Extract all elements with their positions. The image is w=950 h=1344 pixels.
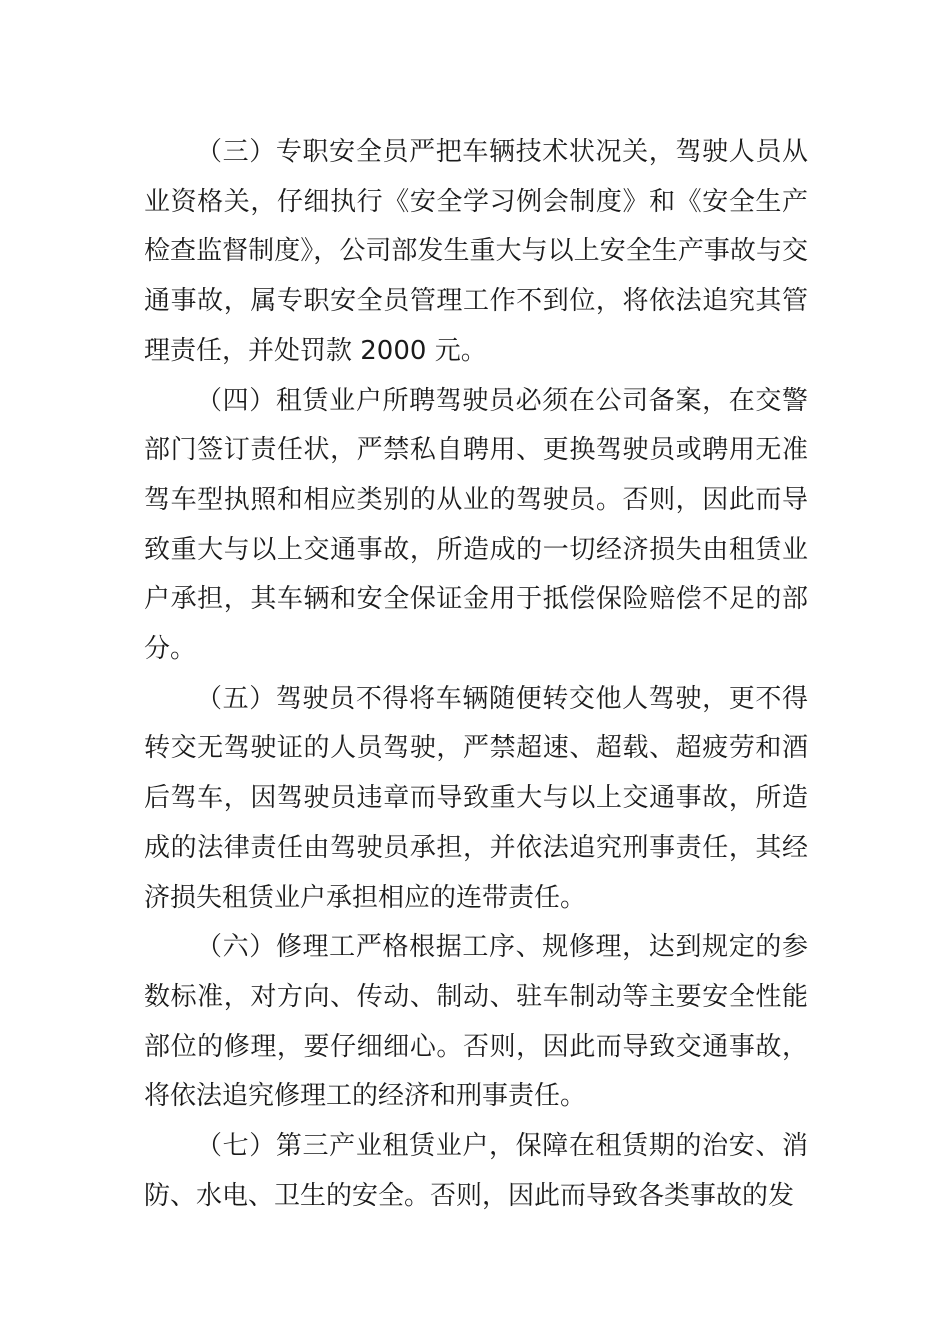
paragraph-4: （四）租赁业户所聘驾驶员必须在公司备案，在交警部门签订责任状，严禁私自聘用、更换驾驶员或聘用无准驾车型执照和相应类别的从业的驾驶员。否则，因此而导致重大与以上交通事故，所造成的一切经济损失由租赁业户承担，其车辆和安全保证金用于抵偿保险赔偿不足的部分。 — [144, 385, 808, 665]
paragraph-6: （六）修理工严格根据工序、规修理，达到规定的参数标准，对方向、传动、制动、驻车制动等主要安全性能部位的修理，要仔细细心。否则，因此而导致交通事故，将依法追究修理工的经济和刑事责任。 — [144, 932, 808, 1112]
paragraph-7: （七）第三产业租赁业户，保障在租赁期的治安、消防、水电、卫生的安全。否则，因此而导致各类事故的发 — [144, 1131, 808, 1211]
paragraph-5: （五）驾驶员不得将车辆随便转交他人驾驶，更不得转交无驾驶证的人员驾驶，严禁超速、超载、超疲劳和酒后驾车，因驾驶员违章而导致重大与以上交通事故，所造成的法律责任由驾驶员承担，并依法追究刑事责任，其经济损失租赁业户承担相应的连带责任。 — [144, 683, 808, 913]
document-body — [144, 128, 808, 1221]
paragraph-3: （三）专职安全员严把车辆技术状况关，驾驶人员从业资格关，仔细执行《安全学习例会制度》和《安全生产检查监督制度》，公司部发生重大与以上安全生产事故与交通事故，属专职安全员管理工作不到位，将依法追究其管理责任，并处罚款 2000 元。 — [144, 137, 808, 366]
